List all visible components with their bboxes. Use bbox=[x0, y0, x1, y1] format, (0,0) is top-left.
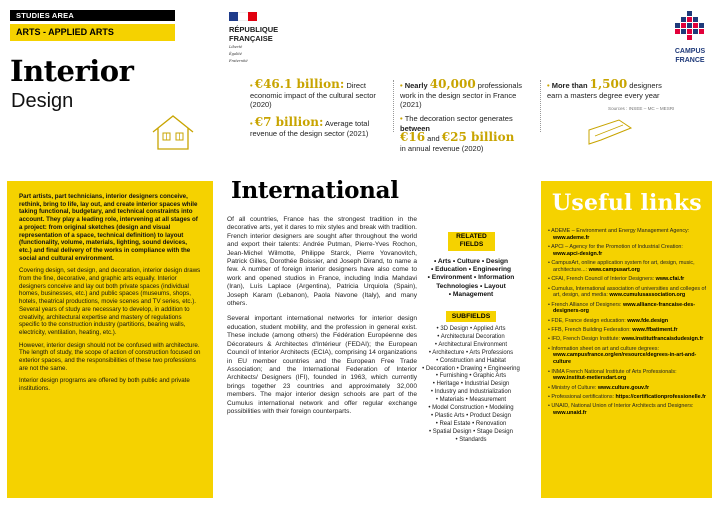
stat-text: Direct bbox=[344, 81, 366, 90]
field-subtitle-bar: ARTS - APPLIED ARTS bbox=[10, 24, 175, 41]
link-item: • French Alliance of Designers: www.alliance-francaise-des-designers-org bbox=[548, 301, 696, 315]
subfield-line: • Furnishing • Graphic Arts bbox=[435, 373, 507, 380]
studies-area-tag: STUDIES AREA bbox=[10, 10, 175, 21]
campus-france-line2: FRANCE bbox=[675, 57, 705, 64]
stat-value: €25 billion bbox=[441, 130, 515, 144]
campus-france-line1: CAMPUS bbox=[674, 48, 706, 55]
subfield-line: • Model Construction • Modeling bbox=[428, 405, 514, 412]
stat-text: economic impact of the cultural sector (2020) bbox=[250, 90, 376, 109]
stat-design-revenue: • €7 billion: Average total revenue of the design sector (2021) bbox=[250, 115, 370, 138]
republique-francaise-logo bbox=[229, 12, 299, 63]
link-url[interactable]: www.unaid.fr bbox=[553, 410, 587, 417]
link-url[interactable]: https://certificationprofessionelle.fr bbox=[615, 393, 706, 400]
page-title: Interior bbox=[10, 54, 134, 88]
related-label-line2: FIELDS bbox=[459, 241, 484, 248]
stat-between: between bbox=[400, 123, 431, 133]
link-url[interactable]: www.cfai.fr bbox=[655, 276, 685, 283]
link-desc: APCI – Agency for the Promotion of Industrial Creation: bbox=[551, 244, 683, 251]
subfield-line: • Standards bbox=[455, 436, 487, 443]
subfields-list bbox=[420, 326, 522, 445]
link-url[interactable]: www.campusart.org bbox=[588, 266, 640, 273]
link-url[interactable]: www.cumulusassociation.org bbox=[609, 292, 686, 299]
link-desc: Cumulus, International association of universities and colleges of art, design, and media: bbox=[551, 285, 707, 299]
subfield-line: • Architectural Environment bbox=[434, 341, 508, 348]
link-url[interactable]: www.apci-design.fr bbox=[553, 250, 603, 257]
field-line: • Environment • Information bbox=[427, 274, 515, 282]
link-item: • Professional certifications: https://certificationprofessionelle.fr bbox=[548, 393, 706, 400]
link-desc: Information sheet on art and culture degrees: bbox=[551, 345, 659, 352]
campus-france-logo bbox=[664, 10, 716, 65]
subfield-line: • Heritage • Industrial Design bbox=[432, 381, 510, 388]
field-line: • Arts • Culture • Design bbox=[433, 258, 509, 265]
subfield-line: • Architectural Decoration bbox=[437, 333, 505, 340]
link-desc: IFD, French Design Institute: bbox=[551, 336, 622, 343]
link-url[interactable]: www.institutfrancaisdudesign.fr bbox=[621, 336, 704, 343]
link-item: • Cumulus, International association of universities and colleges of art, design, and media: www.cumulusassociation.org bbox=[548, 285, 707, 299]
international-paragraph: Several important international networks for interior design education, student mobility, and the profession in general exist. These include (among others) the Fédération Européenne des Décorateurs & Architectes d'Intérieur (FEDAI); the European Council of Interior Architects (ECIA), comprising 14 organizations in EU member countries and the European Free Trade Association; and the International Federation of Interior Architects/ Designers (IFI), founded in 1963, which currently brings together 23 countries and approximately 32,000 members. The major interior design schools are part of the Cumulus international network and offer regular exchange possibilities with their foreign counterparts. bbox=[227, 315, 417, 415]
field-line: • Education • Engineering bbox=[430, 266, 512, 274]
subfield-line: • Spatial Design • Stage Design bbox=[429, 428, 513, 435]
page-subtitle: Design bbox=[11, 90, 74, 112]
link-item: • CampusArt, online application system for art, design, music, architecture...: www.campusart.org bbox=[548, 260, 695, 273]
stat-text: Average total bbox=[323, 119, 370, 128]
subfield-line: • Plastic Arts • Product Design bbox=[431, 412, 511, 419]
link-item: • Information sheet on art and culture degrees: www.campusfrance.org/en/resource/degrees-in-art-and-culture bbox=[548, 345, 697, 366]
link-url[interactable]: www.ademe.fr bbox=[553, 234, 590, 241]
subfields-label: SUBFIELDS bbox=[446, 311, 496, 322]
stat-professionals: • Nearly 40,000 professionals work in the design sector in France (2021) bbox=[400, 77, 522, 109]
intro-paragraph: Part artists, part technicians, interior designers conceive, rethink, bring to life, lay out, and create interior spaces while taking functional, budgetary, and technical constraints into account. They play a leading role, intervening at all stages of a project: from original sketches (design and visual representation of a space, technical definition) to layout (functionality, volume, materials, lighting, sound devices, etc.) and final delivery of the works in compliance with the social and cultural environment. bbox=[19, 193, 198, 262]
stat-text: in annual revenue (2020) bbox=[400, 143, 484, 153]
stat-text: The decoration sector generates bbox=[404, 114, 513, 123]
field-line: • Management bbox=[448, 290, 494, 298]
stat-text: designers bbox=[627, 81, 662, 90]
stat-prefix: More than bbox=[551, 81, 590, 90]
stat-and: and bbox=[425, 134, 442, 143]
link-item: • UNAID, National Union of Interior Architects and Designers: www.unaid.fr bbox=[548, 403, 694, 417]
international-body bbox=[227, 216, 417, 423]
house-sketch-icon bbox=[150, 112, 196, 152]
stat-cultural-impact: • €46.1 billion: Direct economic impact of the cultural sector (2020) bbox=[250, 77, 376, 109]
intro-panel bbox=[7, 181, 213, 498]
link-url[interactable]: www.culture.gouv.fr bbox=[597, 384, 650, 391]
pencil-sketch-icon bbox=[585, 118, 635, 146]
stats-divider bbox=[393, 80, 394, 132]
stat-text: earn a masters degree every year bbox=[547, 90, 660, 100]
stat-masters-designers: • More than 1,500 designers earn a masters degree every year bbox=[547, 77, 662, 100]
link-item: • INMA French National Institute of Arts Professionals: www.institut-metiersdart.org bbox=[548, 368, 677, 382]
stat-text: work in the design sector in France (2021) bbox=[400, 90, 517, 109]
link-desc: INMA French National Institute of Arts Professionals: bbox=[551, 368, 677, 375]
link-item: • APCI – Agency for the Promotion of Industrial Creation: www.apci-design.fr bbox=[548, 244, 683, 257]
french-flag-icon bbox=[229, 12, 257, 21]
link-desc: ADEME – Environment and Energy Management Agency: bbox=[551, 228, 690, 234]
motto-line2: Égalité bbox=[229, 51, 242, 56]
link-desc: FFB, French Building Federation: bbox=[551, 327, 633, 334]
republique-name-line2: FRANÇAISE bbox=[229, 34, 273, 43]
international-heading: International bbox=[231, 177, 399, 204]
link-desc: UNAID, National Union of Interior Architects and Designers: bbox=[551, 403, 694, 410]
stat-prefix: Nearly bbox=[404, 81, 430, 90]
field-line: Technologies • Layout bbox=[436, 282, 506, 290]
related-fields-list bbox=[425, 258, 517, 299]
subfield-line: • Industry and Industrialization bbox=[430, 389, 512, 396]
intro-paragraph: Interior design programs are offered by both public and private institutions. bbox=[19, 377, 190, 393]
link-item: • ADEME – Environment and Energy Management Agency: www.ademe.fr bbox=[548, 228, 690, 241]
stat-value: €7 billion: bbox=[254, 115, 324, 129]
republique-name-line1: RÉPUBLIQUE bbox=[229, 25, 279, 34]
intro-paragraph: Covering design, set design, and decoration, interior design draws from the fine, decorative, and graphic arts equally. Interior designers conceive and lay out both private spaces (individual homes, businesses, etc.) and public spaces (museums, shops, hotels, theatrical productions, movie scenes and TV series, etc.). Several years of study are necessary to develop, in addition to creativity, architectural expertise and mastery of regulations specific to the construction industry (partitions, bearing walls, electricity, ventilation, heating, etc.). bbox=[19, 267, 201, 336]
subfield-line: • Decoration • Drawing • Engineering bbox=[422, 365, 520, 372]
link-url[interactable]: www.ffbatiment.fr bbox=[632, 327, 678, 334]
stat-text: professionals bbox=[475, 81, 522, 90]
link-desc: Professional certifications: bbox=[551, 393, 616, 400]
useful-links-list bbox=[548, 228, 708, 419]
motto-line1: Liberté bbox=[229, 45, 243, 49]
intro-paragraph: However, interior design should not be confused with architecture. The length of study, the scope of action of construction focused on exterior spaces, and the responsibilities of these two professions are not the same. bbox=[19, 341, 201, 372]
link-item: • IFD, French Design Institute: www.institutfrancaisdudesign.fr bbox=[548, 336, 704, 343]
link-url[interactable]: www.fde.design bbox=[627, 317, 669, 324]
campus-france-grid-icon bbox=[671, 10, 709, 42]
subfield-line: • Architecture • Arts Professions bbox=[428, 349, 514, 356]
subfield-line: • 3D Design • Applied Arts bbox=[436, 326, 506, 332]
stat-value: €46.1 billion: bbox=[254, 77, 345, 91]
stat-value: 40,000 bbox=[429, 77, 476, 91]
subfield-line: • Materials • Measurement bbox=[435, 397, 507, 404]
stat-value: 1,500 bbox=[589, 77, 628, 91]
link-item: • FFB, French Building Federation: www.ffbatiment.fr bbox=[548, 327, 678, 334]
link-desc: Ministry of Culture: bbox=[551, 384, 598, 391]
motto-line3: Fraternité bbox=[229, 58, 248, 63]
link-url[interactable]: www.institut-metiersdart.org bbox=[553, 375, 627, 382]
subfield-line: • Construction and Habitat bbox=[436, 357, 506, 364]
link-item: • CFAI, French Council of Interior Designers: www.cfai.fr bbox=[548, 276, 685, 283]
link-url[interactable]: www.alliance-francaise-des-designers-org bbox=[553, 301, 696, 315]
international-paragraph: Of all countries, France has the strongest tradition in the decorative arts, yet it dares to mix styles and break with tradition. French interior designers are sought after throughout the world and export their talents: Andrée Putman, Pierre-Yves Rochon, Jean-Michel Wilmotte, Philippe Starck, Pierre Yovanovitch, Patrick Gilles, Dorothée Boissier, and Joseph Dirand, to name a few. A number of foreign interior designers have also come to work and opened studios in France, including India Mahdavi (Iran), Luís Laplace (Argentina), Patricia Urquiola (Spain), Joseph Karam (Lebanon), Paola Navone (Italy), and many others. bbox=[227, 216, 417, 308]
link-desc: FDE, France design education: bbox=[551, 317, 628, 324]
related-fields-label bbox=[448, 232, 495, 251]
stats-divider bbox=[540, 80, 541, 132]
related-label-line1: RELATED bbox=[456, 233, 487, 240]
stat-decoration-revenue: • The decoration sector generates between €16 and €25 billion in annual revenue (2020) bbox=[400, 114, 515, 153]
link-desc: CampusArt, online application system for art, design, music, architecture...: bbox=[551, 260, 695, 273]
stat-text: revenue of the design sector (2021) bbox=[250, 128, 369, 138]
link-desc: CFAI, French Council of Interior Designers: bbox=[551, 276, 656, 283]
link-item: • FDE, France design education: www.fde.design bbox=[548, 317, 669, 324]
stat-value: €16 bbox=[400, 130, 426, 144]
link-item: • Ministry of Culture: www.culture.gouv.fr bbox=[548, 384, 650, 391]
stats-source: Sources : INSEE – MC – MESRI bbox=[608, 106, 675, 111]
subfield-line: • Real Estate • Renovation bbox=[435, 420, 507, 427]
link-url[interactable]: www.campusfrance.org/en/resource/degrees-in-art-and-culture bbox=[553, 352, 697, 366]
useful-links-heading: Useful links bbox=[552, 190, 702, 216]
link-desc: French Alliance of Designers: bbox=[551, 301, 624, 308]
